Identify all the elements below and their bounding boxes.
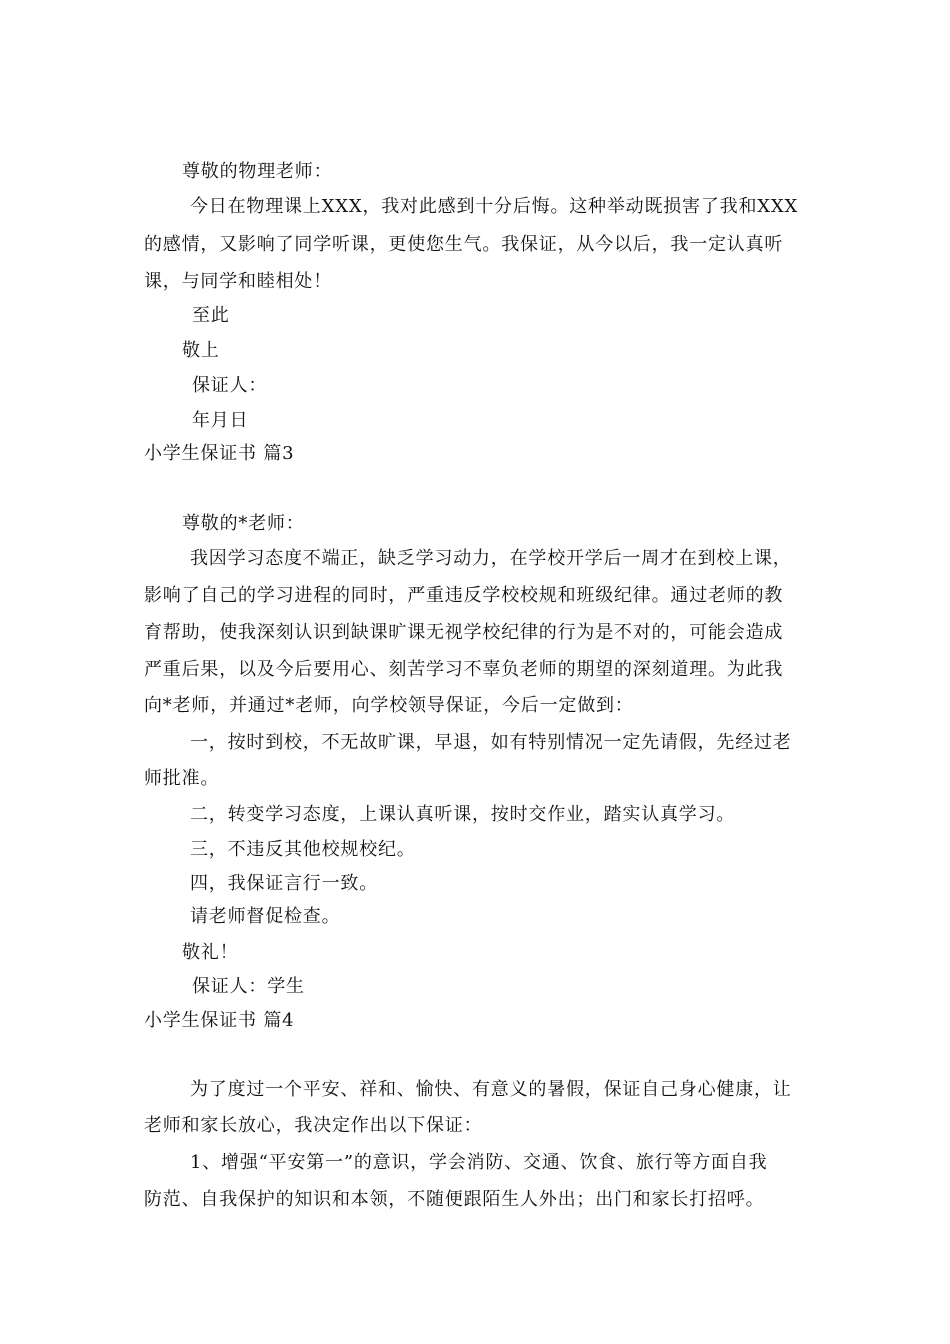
body-line: 今日在物理课上XXX，我对此感到十分后悔。这种举动既损害了我和XXX xyxy=(190,196,799,217)
body-line: 我因学习态度不端正，缺乏学习动力，在学校开学后一周才在到校上课， xyxy=(190,548,792,569)
salutation: 尊敬的物理老师： xyxy=(182,161,333,182)
signer-line: 保证人： xyxy=(192,375,268,396)
date-line: 年月日 xyxy=(192,410,249,431)
list-item: 四，我保证言行一致。 xyxy=(190,873,378,894)
body-line: 的感情，又影响了同学听课，更使您生气。我保证，从今以后，我一定认真听 xyxy=(144,234,784,255)
list-item: 一，按时到校，不无故旷课，早退，如有特别情况一定先请假，先经过老 xyxy=(190,732,792,753)
body-line: 育帮助，使我深刻认识到缺课旷课无视学校纪律的行为是不对的，可能会造成 xyxy=(144,622,784,643)
section-heading: 小学生保证书 篇3 xyxy=(144,443,295,464)
body-line: 老师和家长放心，我决定作出以下保证： xyxy=(144,1115,483,1136)
body-line: 为了度过一个平安、祥和、愉快、有意义的暑假，保证自己身心健康，让 xyxy=(190,1079,792,1100)
body-line: 课，与同学和睦相处！ xyxy=(144,271,332,292)
closing-line: 至此 xyxy=(192,305,230,326)
section-heading: 小学生保证书 篇4 xyxy=(144,1010,295,1031)
body-line: 影响了自己的学习进程的同时，严重违反学校校规和班级纪律。通过老师的教 xyxy=(144,585,784,606)
body-line: 严重后果，以及今后要用心、刻苦学习不辜负老师的期望的深刻道理。为此我 xyxy=(144,659,784,680)
closing-line: 敬上 xyxy=(182,340,220,361)
request-line: 请老师督促检查。 xyxy=(190,906,341,927)
signer-line: 保证人：学生 xyxy=(192,976,305,997)
body-line: 向*老师，并通过*老师，向学校领导保证，今后一定做到： xyxy=(144,695,634,716)
salutation: 尊敬的*老师： xyxy=(182,513,305,534)
list-item: 1、增强“平安第一”的意识，学会消防、交通、饮食、旅行等方面自我 xyxy=(190,1152,768,1173)
list-item: 师批准。 xyxy=(144,768,220,789)
closing-line: 敬礼！ xyxy=(182,942,239,963)
list-item: 三，不违反其他校规校纪。 xyxy=(190,839,416,860)
list-item: 防范、自我保护的知识和本领，不随便跟陌生人外出；出门和家长打招呼。 xyxy=(144,1189,765,1210)
list-item: 二，转变学习态度，上课认真听课，按时交作业，踏实认真学习。 xyxy=(190,804,736,825)
